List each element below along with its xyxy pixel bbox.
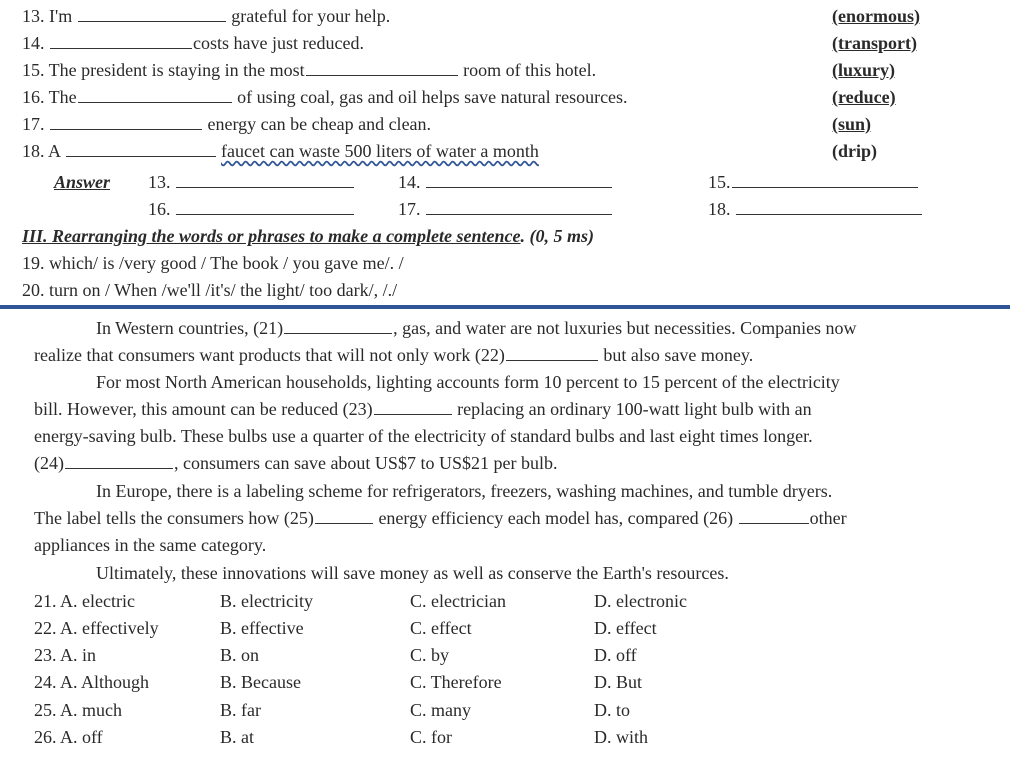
question-13: 13. I'm grateful for your help. bbox=[22, 6, 391, 26]
answer-blank[interactable] bbox=[426, 171, 612, 188]
option-21-a[interactable]: 21. A. electric bbox=[34, 591, 135, 611]
option-22-d[interactable]: D. effect bbox=[594, 618, 657, 638]
answer-16: 16. bbox=[148, 196, 355, 223]
answer-blank[interactable] bbox=[78, 86, 232, 103]
option-21-d[interactable]: D. electronic bbox=[594, 591, 687, 611]
option-25-c[interactable]: C. many bbox=[410, 700, 471, 720]
option-25-b[interactable]: B. far bbox=[220, 700, 261, 720]
passage-line: bill. However, this amount can be reduced (23) replacing an ordinary 100-watt light bulb with an bbox=[34, 399, 812, 419]
passage-line: In Europe, there is a labeling scheme for refrigerators, freezers, washing machines, and tumble dryers. bbox=[96, 481, 833, 501]
blank-23[interactable] bbox=[374, 398, 452, 415]
option-23-b[interactable]: B. on bbox=[220, 645, 260, 665]
blank-24[interactable] bbox=[65, 452, 173, 469]
option-25-a[interactable]: 25. A. much bbox=[34, 700, 122, 720]
passage-line: (24) , consumers can save about US$7 to US$21 per bulb. bbox=[34, 453, 558, 473]
question-15: 15. The president is staying in the most room of this hotel. bbox=[22, 60, 597, 80]
blank-22[interactable] bbox=[506, 344, 598, 361]
blank-21[interactable] bbox=[284, 317, 392, 334]
hint-14: (transport) bbox=[832, 33, 917, 53]
option-24-a[interactable]: 24. A. Although bbox=[34, 672, 150, 692]
answer-blank[interactable] bbox=[50, 113, 202, 130]
option-22-a[interactable]: 22. A. effectively bbox=[34, 618, 159, 638]
answer-17: 17. bbox=[398, 196, 613, 223]
blank-25[interactable] bbox=[315, 507, 373, 524]
hint-16: (reduce) bbox=[832, 87, 896, 107]
question-18: 18. A faucet can waste 500 liters of water a month bbox=[22, 141, 539, 161]
answer-blank[interactable] bbox=[176, 171, 354, 188]
passage-line: energy-saving bulb. These bulbs use a quarter of the electricity of standard bulbs and last eight times longer. bbox=[34, 426, 813, 446]
blank-26[interactable] bbox=[739, 507, 809, 524]
passage-line: For most North American households, lighting accounts form 10 percent to 15 percent of the electricity bbox=[96, 372, 840, 392]
passage-line: The label tells the consumers how (25) energy efficiency each model has, compared (26) other bbox=[34, 508, 847, 528]
option-24-c[interactable]: C. Therefore bbox=[410, 672, 502, 692]
option-25-d[interactable]: D. to bbox=[594, 700, 630, 720]
option-26-d[interactable]: D. with bbox=[594, 727, 648, 747]
answer-blank[interactable] bbox=[426, 198, 612, 215]
option-21-c[interactable]: C. electrician bbox=[410, 591, 506, 611]
passage-line: Ultimately, these innovations will save money as well as conserve the Earth's resources. bbox=[96, 563, 729, 583]
hint-13: (enormous) bbox=[832, 6, 920, 26]
question-14: 14. costs have just reduced. bbox=[22, 33, 364, 53]
answer-14: 14. bbox=[398, 169, 613, 196]
answer-blank[interactable] bbox=[50, 32, 192, 49]
answer-blank[interactable] bbox=[306, 59, 458, 76]
answer-18: 18. bbox=[708, 196, 923, 223]
rearrange-20: 20. turn on / When /we'll /it's/ the light/ too dark/, /./ bbox=[22, 280, 398, 300]
rearrange-19: 19. which/ is /very good / The book / you gave me/. / bbox=[22, 253, 404, 273]
option-22-b[interactable]: B. effective bbox=[220, 618, 304, 638]
option-21-b[interactable]: B. electricity bbox=[220, 591, 313, 611]
option-26-a[interactable]: 26. A. off bbox=[34, 727, 103, 747]
question-16: 16. The of using coal, gas and oil helps save natural resources. bbox=[22, 87, 628, 107]
section-divider bbox=[0, 305, 1010, 309]
option-23-a[interactable]: 23. A. in bbox=[34, 645, 97, 665]
option-26-c[interactable]: C. for bbox=[410, 727, 452, 747]
answer-blank[interactable] bbox=[66, 140, 216, 157]
option-23-c[interactable]: C. by bbox=[410, 645, 450, 665]
hint-18: (drip) bbox=[832, 141, 877, 161]
option-24-b[interactable]: B. Because bbox=[220, 672, 301, 692]
option-22-c[interactable]: C. effect bbox=[410, 618, 472, 638]
section-3-heading: III. Rearranging the words or phrases to make a complete sentence. (0, 5 ms) bbox=[22, 226, 595, 246]
answer-blank[interactable] bbox=[176, 198, 354, 215]
hint-15: (luxury) bbox=[832, 60, 895, 80]
option-26-b[interactable]: B. at bbox=[220, 727, 254, 747]
answer-label: Answer bbox=[54, 172, 111, 192]
answer-13: 13. bbox=[148, 169, 355, 196]
hint-17: (sun) bbox=[832, 114, 872, 134]
answer-15: 15. bbox=[708, 169, 919, 196]
passage-line: realize that consumers want products that will not only work (22) but also save money. bbox=[34, 345, 754, 365]
passage-line: In Western countries, (21) , gas, and water are not luxuries but necessities. Companies now bbox=[96, 318, 857, 338]
option-23-d[interactable]: D. off bbox=[594, 645, 637, 665]
answer-blank[interactable] bbox=[732, 171, 918, 188]
answer-blank[interactable] bbox=[78, 5, 226, 22]
answer-blank[interactable] bbox=[736, 198, 922, 215]
option-24-d[interactable]: D. But bbox=[594, 672, 643, 692]
question-17: 17. energy can be cheap and clean. bbox=[22, 114, 432, 134]
passage-line: appliances in the same category. bbox=[34, 535, 267, 555]
